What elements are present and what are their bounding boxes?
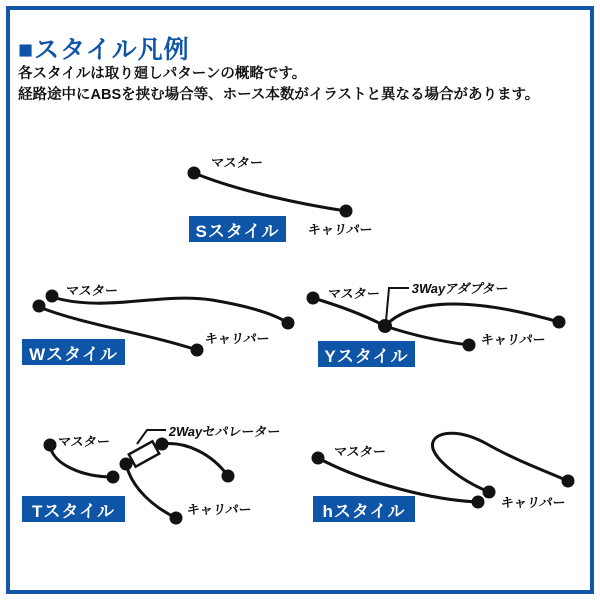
h-master-dot xyxy=(312,452,325,465)
h-master-label: マスター xyxy=(332,444,387,459)
h-caliper-dot xyxy=(562,475,575,488)
t-separator-dot-lower xyxy=(120,458,133,471)
t-master-label: マスター xyxy=(56,434,111,449)
t-style-badge: Tスタイル xyxy=(22,496,125,522)
w-master-dot-1 xyxy=(46,290,59,303)
s-caliper-label: キャリパー xyxy=(306,222,374,237)
t-master-dot xyxy=(44,439,57,452)
h-style-hose-loop xyxy=(432,433,568,492)
h-caliper-label: キャリパー xyxy=(499,495,567,510)
w-style-badge: Wスタイル xyxy=(22,339,125,365)
h-loop-start-dot xyxy=(483,486,496,499)
t-caliper-dot-1 xyxy=(222,470,235,483)
w-master-dot-2 xyxy=(33,300,46,313)
y-style-hose-upper xyxy=(385,304,559,326)
w-caliper-label: キャリパー xyxy=(203,331,271,346)
w-caliper-dot-1 xyxy=(282,317,295,330)
description-line-1: 各スタイルは取り廻しパターンの概略です。 xyxy=(18,66,307,82)
y-style-badge: Yスタイル xyxy=(318,341,415,367)
y-master-label: マスター xyxy=(326,286,381,301)
s-style-hose xyxy=(194,173,346,211)
y-caliper-label: キャリパー xyxy=(479,332,547,347)
s-master-label: マスター xyxy=(209,155,264,170)
y-caliper-dot-2 xyxy=(463,339,476,352)
t-caliper-label: キャリパー xyxy=(185,502,253,517)
h-style-badge: hスタイル xyxy=(313,496,415,522)
t-separator-dot-upper xyxy=(156,438,169,451)
y-caliper-dot-1 xyxy=(553,316,566,329)
t-style-hose-right xyxy=(162,444,228,476)
s-master-dot xyxy=(188,167,201,180)
y-adapter-label: 3Wayアダプター xyxy=(410,281,510,296)
w-master-label: マスター xyxy=(64,283,119,298)
t-hose-end-dot xyxy=(107,471,120,484)
page-title: ■スタイル凡例 xyxy=(18,36,190,64)
description-line-2: 経路途中にABSを挟む場合等、ホース本数がイラストと異なる場合があります。 xyxy=(18,87,540,103)
w-style-hose-upper xyxy=(52,297,288,323)
t-two-way-separator xyxy=(129,441,159,466)
s-style-badge: Sスタイル xyxy=(189,216,286,242)
s-caliper-dot xyxy=(340,205,353,218)
y-adapter-junction-dot xyxy=(378,319,392,333)
y-style-hose-master xyxy=(313,298,385,326)
t-separator-label: 2Wayセパレーター xyxy=(167,424,282,439)
t-style-hose-lower xyxy=(126,464,176,518)
h-hose-end-dot xyxy=(472,496,485,509)
y-master-dot xyxy=(307,292,320,305)
w-caliper-dot-2 xyxy=(191,344,204,357)
t-caliper-dot-2 xyxy=(170,512,183,525)
